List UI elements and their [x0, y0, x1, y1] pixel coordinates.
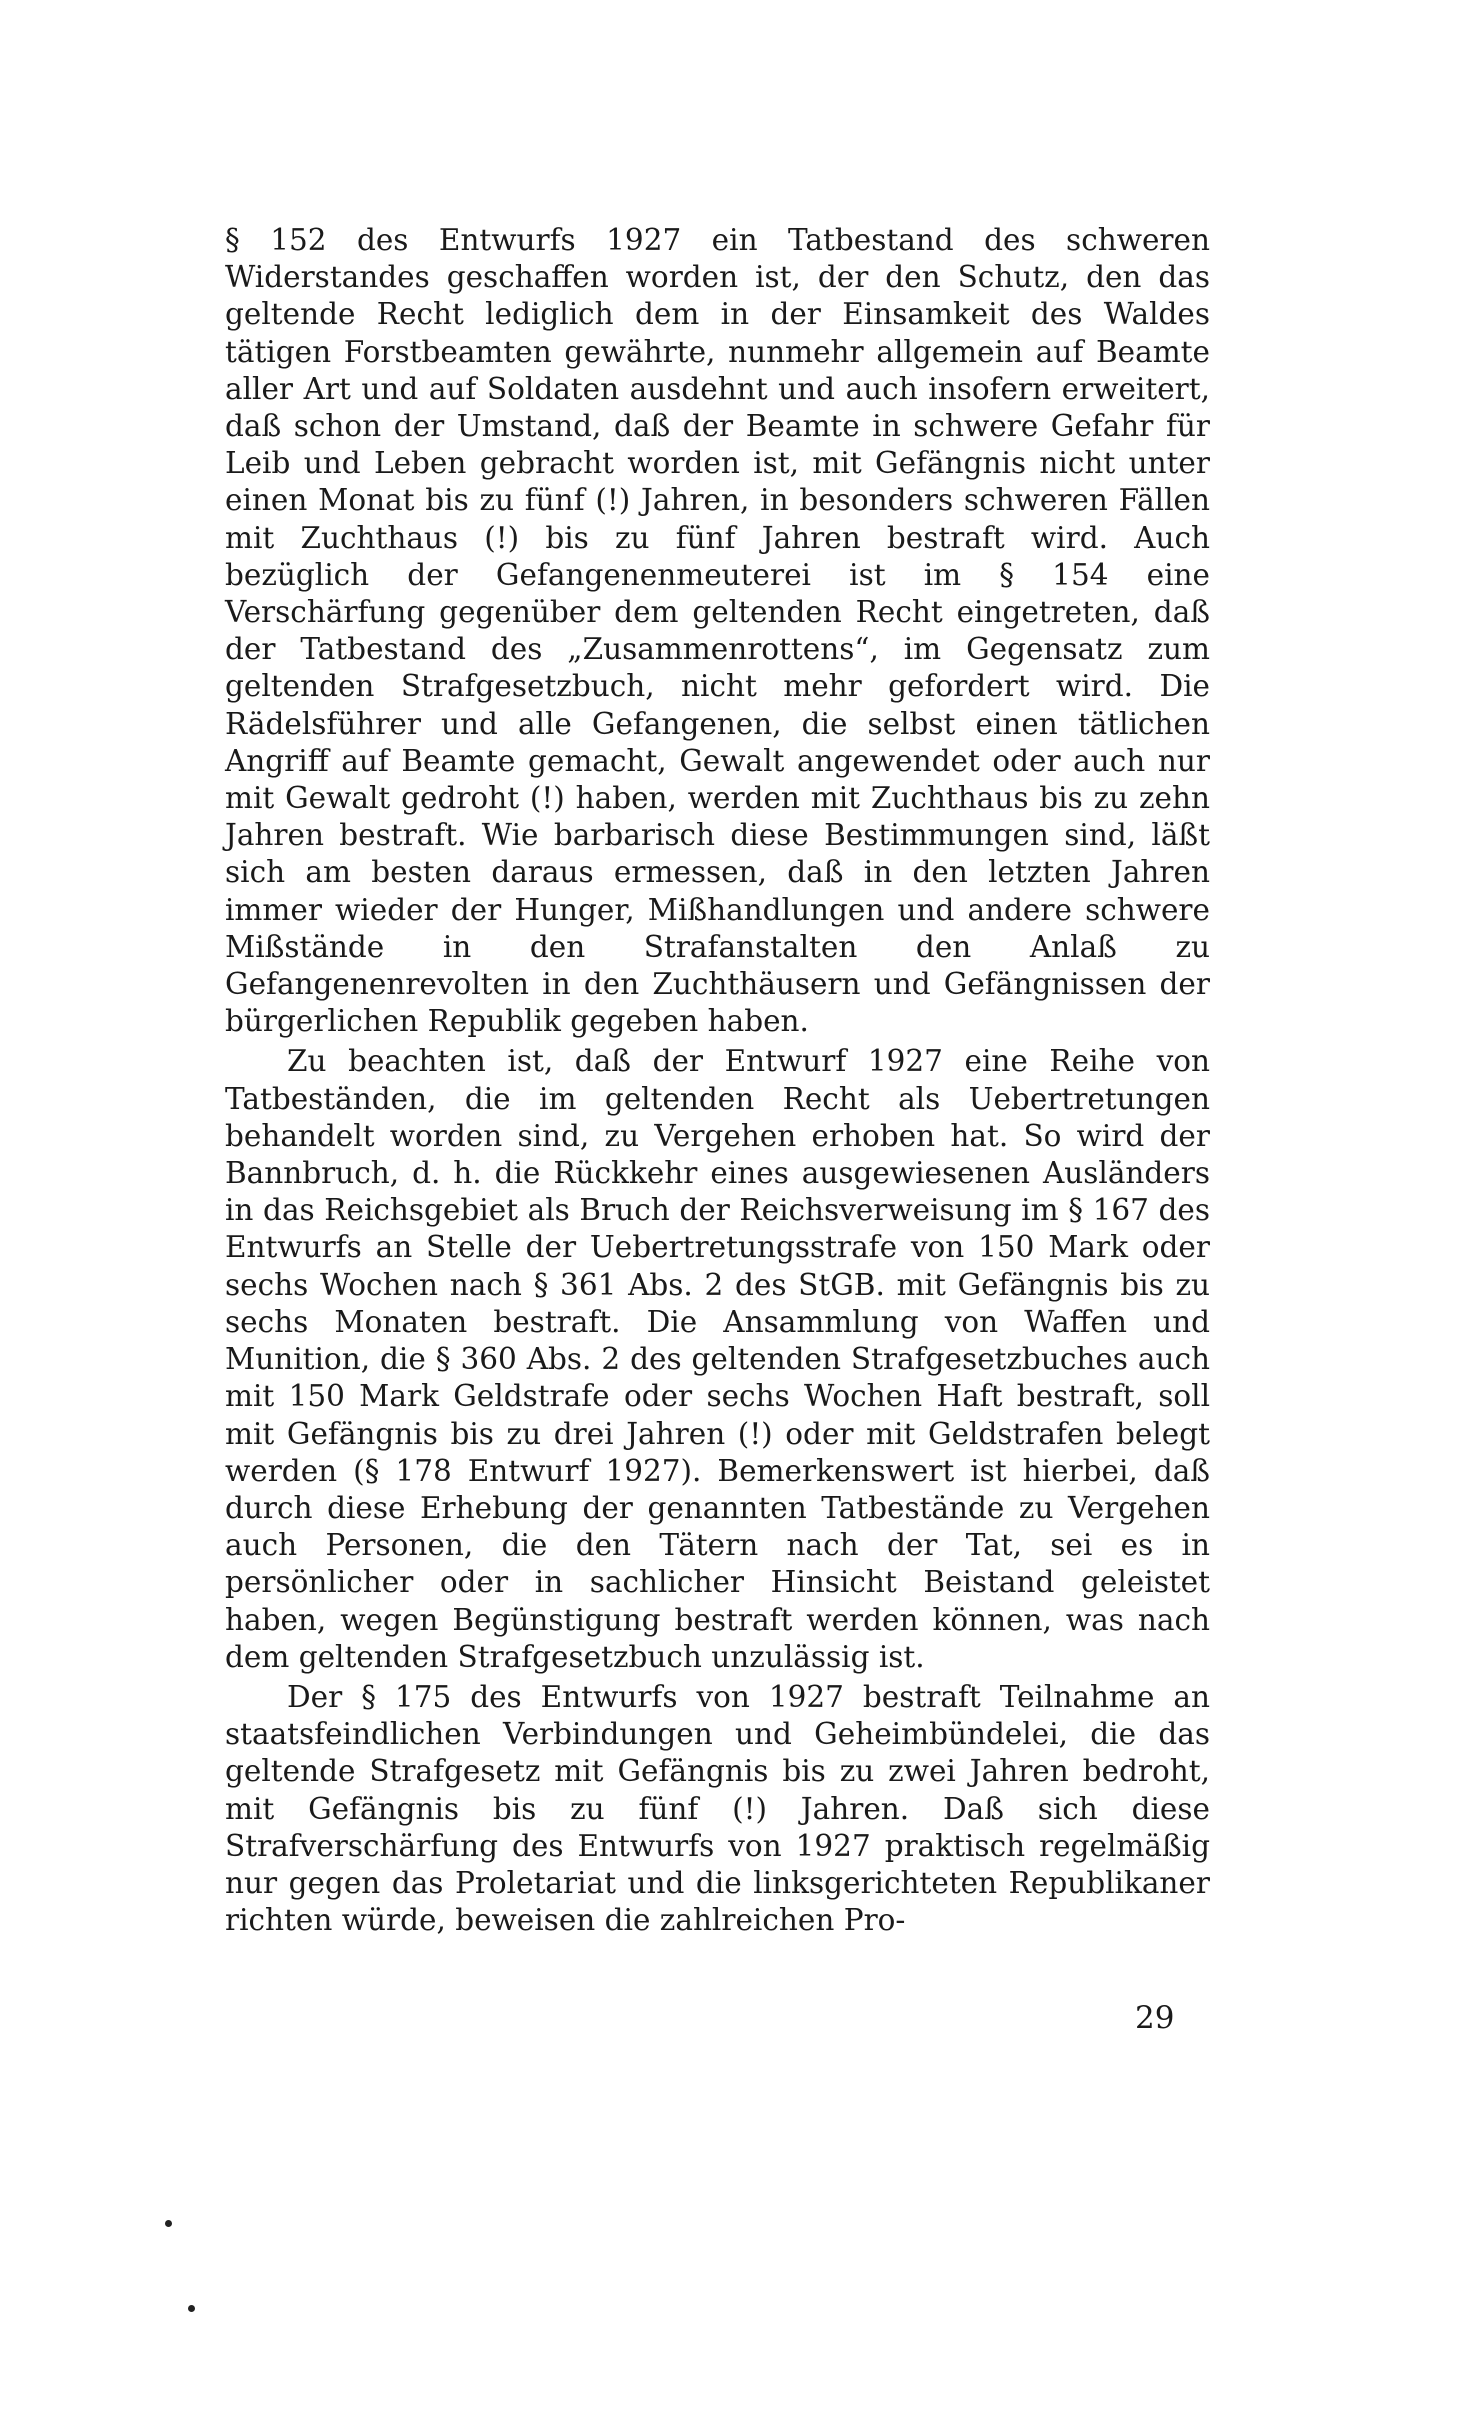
scan-speck: [165, 2220, 172, 2227]
page-number: 29: [1135, 2000, 1175, 2036]
paragraph-2: Zu beachten ist, daß der Entwurf 1927 eine Reihe von Tatbeständen, die im geltenden Recht als Uebertretungen behandelt worden sind, zu Vergehen erhoben hat. So wird der Bannbruch, d. h. die Rückkehr eines ausgewiesenen Ausländers in das Reichsgebiet als Bruch der Reichsverweisung im § 167 des Entwurfs an Stelle der Uebertretungsstrafe von 150 Mark oder sechs Wochen nach § 361 Abs. 2 des StGB. mit Gefängnis bis zu sechs Monaten bestraft. Die Ansammlung von Waffen und Munition, die § 360 Abs. 2 des geltenden Strafgesetzbuches auch mit 150 Mark Geldstrafe oder sechs Wochen Haft bestraft, soll mit Gefängnis bis zu drei Jahren (!) oder mit Geldstrafen belegt werden (§ 178 Entwurf 1927). Bemerkenswert ist hierbei, daß durch diese Erhebung der genannten Tatbestände zu Vergehen auch Personen, die den Tätern nach der Tat, sei es in persönlicher oder in sachlicher Hinsicht Beistand geleistet haben, wegen Begünstigung bestraft werden können, was nach dem geltenden Strafgesetzbuch unzulässig ist.: [225, 1044, 1210, 1674]
scan-speck: [188, 2305, 195, 2312]
paragraph-1: § 152 des Entwurfs 1927 ein Tatbestand des schweren Widerstandes geschaffen worden ist, der den Schutz, den das geltende Recht lediglich dem in der Einsamkeit des Waldes tätigen Forstbeamten gewährte, nunmehr allgemein auf Beamte aller Art und auf Soldaten ausdehnt und auch insofern erweitert, daß schon der Umstand, daß der Beamte in schwere Gefahr für Leib und Leben gebracht worden ist, mit Gefängnis nicht unter einen Monat bis zu fünf (!) Jahren, in besonders schweren Fällen mit Zuchthaus (!) bis zu fünf Jahren bestraft wird. Auch bezüglich der Gefangenenmeuterei ist im § 154 eine Verschärfung gegenüber dem geltenden Recht eingetreten, daß der Tatbestand des „Zusammenrottens“, im Gegensatz zum geltenden Strafgesetzbuch, nicht mehr gefordert wird. Die Rädelsführer und alle Gefangenen, die selbst einen tätlichen Angriff auf Beamte gemacht, Gewalt angewendet oder auch nur mit Gewalt gedroht (!) haben, werden mit Zuchthaus bis zu zehn Jahren bestraft. Wie barbarisch diese Bestimmungen sind, läßt sich am besten daraus ermessen, daß in den letzten Jahren immer wieder der Hunger, Mißhandlungen und andere schwere Mißstände in den Strafanstalten den Anlaß zu Gefangenenrevolten in den Zuchthäusern und Gefängnissen der bürgerlichen Republik gegeben haben.: [225, 223, 1210, 1039]
body-text: [225, 222, 1210, 1939]
paragraph-3: Der § 175 des Entwurfs von 1927 bestraft Teilnahme an staatsfeindlichen Verbindungen und Geheimbündelei, die das geltende Strafgesetz mit Gefängnis bis zu zwei Jahren bedroht, mit Gefängnis bis zu fünf (!) Jahren. Daß sich diese Strafverschärfung des Entwurfs von 1927 praktisch regelmäßig nur gegen das Proletariat und die linksgerichteten Republikaner richten würde, beweisen die zahlreichen Pro-: [225, 1679, 1210, 1938]
